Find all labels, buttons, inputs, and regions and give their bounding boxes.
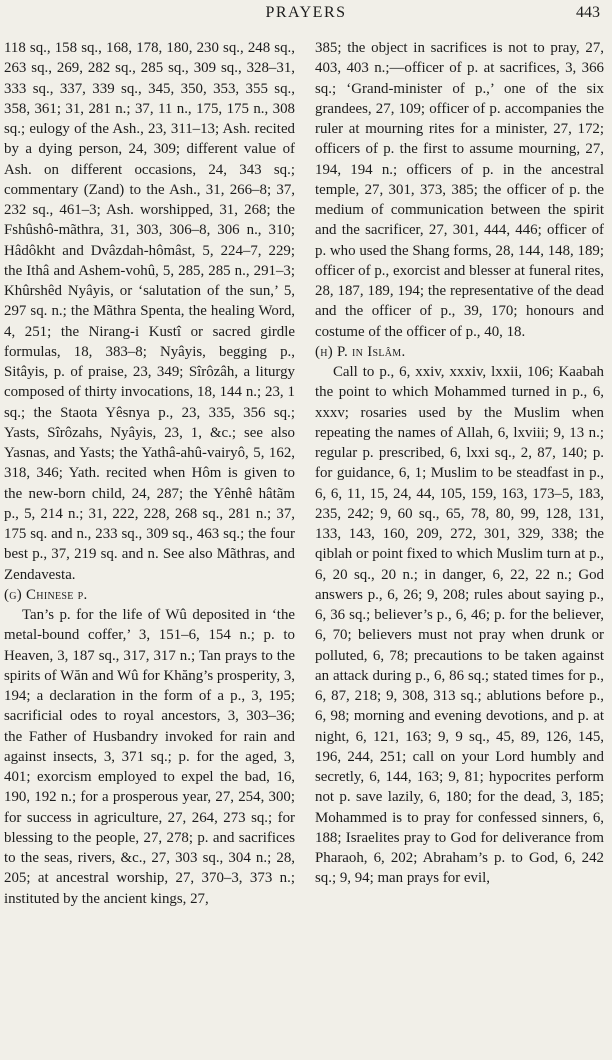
- section-heading-islam: (h) P. in Islâm.: [315, 343, 406, 360]
- running-title: PRAYERS: [265, 4, 347, 21]
- section-heading-chinese: (g) Chinese p.: [4, 586, 88, 603]
- index-entry-zoroastrian-continued: 118 sq., 158 sq., 168, 178, 180, 230 sq., 248 sq., 263 sq., 269, 282 sq., 285 sq., 309 sq., 328–31, 333 sq., 337, 339 sq., 345, 350, 353, 355 sq., 358, 361; 31, 281 n.; 37, 11 n., 175, 175 n., 308 sq.; eulogy of the Ash., 23, 311–13; Ash. recited by a dying person, 24, 309; different value of Ash. on different occasions, 24, 343 sq.; commentary (Zand) to the Ash., 31, 266–8; 37, 232 sq., 461–3; Ash. worshipped, 31, 268; the Fshûshô-mãthra, 31, 303, 306–8, 306 n., 310; Hâdôkht and Dvâzdah-hômâst, 5, 224–7, 229; the Ithâ and Ashem-vohû, 5, 285, 285 n., 291–3; Khûrshêd Nyâyis, or ‘salutation of the sun,’ 5, 297 sq. n.; the Mãthra Spenta, the healing Word, 4, 251; the Nirang-i Kustî or sacred girdle formulas, 18, 383–8; Nyâyis, begging p., Sitâyis, p. of praise, 23, 349; Sîrôzâh, a liturgy composed of thirty invocations, 18, 144 n.; 23, 1 sq.; the Staota Yêsnya p., 23, 335, 356 sq.; Yasts, Sîrôzahs, Nyâyis, 23, 1, &c.; see also Yasnas, and Yasts; the Yathâ-ahû-vairyô, 5, 162, 318, 346; Yath. recited when Hôm is given to the new-born child, 24, 287; the Yênhê hâtãm p., 5, 214 n.; 31, 222, 228, 268 sq., 281 n.; 37, 175 sq. and n., 233 sq., 309 sq., 463 sq.; the four best p., 37, 219 sq. and n. See also Mãthras, and Zendavesta.: [4, 40, 295, 583]
- page-number: 443: [576, 4, 600, 21]
- right-column: [315, 38, 604, 1056]
- index-entry-chinese-continued: 385; the object in sacrifices is not to pray, 27, 403, 403 n.;—officer of p. at sacrifices, 3, 366 sq.; ‘Grand-minister of p.,’ one of the six grandees, 27, 109; officer of p. accompanies the ruler at mourning rites for a minister, 27, 172; officers of p. the first to assume mourning, 27, 194, 194 n.; officers of p. in the ancestral temple, 27, 301, 373, 385; the officer of p. the medium of communication between the spirit and the sacrificer, 27, 301, 444, 446; officer of p. who used the Shang forms, 28, 144, 148, 189; officer of p., exorcist and blesser at funeral rites, 28, 187, 189, 194; the representative of the dead and the officer of p., 39, 170; honours and costume of the officer of p., 40, 18.: [315, 40, 604, 340]
- left-column: [4, 38, 295, 1056]
- page-header: [0, 4, 612, 26]
- index-entry-islam: Call to p., 6, xxiv, xxxiv, lxxii, 106; Kaabah the point to which Mohammed turned in p., 6, xxxv; rosaries used by the Muslim when repeating the names of Allah, 6, lxviii; 9, 13 n.; regular p. prescribed, 6, lxxi sq., 2, 87, 140; p. for guidance, 6, 1; Muslim to be steadfast in p., 6, 6, 11, 15, 24, 44, 105, 159, 163, 173–5, 183, 235, 242; 9, 60 sq., 65, 78, 80, 99, 128, 131, 133, 143, 160, 209, 272, 301, 329, 338; the qiblah or point fixed to which Muslim turn at p., 6, 20 sq., 20 n.; in danger, 6, 22, 22 n.; God answers p., 6, 26; 9, 208; rules about saying p., 6, 36 sq.; believer’s p., 6, 46; p. for the believer, 6, 70; believers must not pray when drunk or polluted, 6, 78; precautions to be taken against an attack during p., 6, 86 sq.; stated times for p., 6, 87, 218; 9, 308, 313 sq.; ablutions before p., 6, 98; morning and evening devotions, and p. at night, 6, 121, 163; 9, 9 sq., 45, 89, 126, 145, 196, 244, 251; call on your Lord humbly and secretly, 6, 144, 163; 9, 81; hypocrites perform not p. save lazily, 6, 180; for the dead, 3, 185; Mohammed is to pray for confessed sinners, 6, 188; Israelites pray to God for deliverance from Pharaoh, 6, 202; Abraham’s p. to God, 6, 242 sq.; 9, 94; man prays for evil,: [315, 364, 604, 887]
- index-entry-chinese: Tan’s p. for the life of Wû deposited in ‘the metal-bound coffer,’ 3, 151–6, 154 n.; p. to Heaven, 3, 187 sq., 317, 317 n.; Tan prays to the spirits of Wăn and Wû for Khăng’s prosperity, 3, 194; a declaration in the form of a p., 3, 195; sacrificial odes to royal ancestors, 3, 303–36; the Father of Husbandry invoked for rain and against insects, 3, 371 sq.; p. for the aged, 3, 401; exorcism employed to expel the bad, 16, 190, 192 n.; for a prosperous year, 27, 254, 300; for success in agriculture, 27, 264, 273 sq.; for blessing to the people, 27, 278; p. and sacrifices to the seas, rivers, &c., 27, 303 sq., 304 n.; 28, 205; at ancestral worship, 27, 370–3, 373 n.; instituted by the ancient kings, 27,: [4, 607, 295, 907]
